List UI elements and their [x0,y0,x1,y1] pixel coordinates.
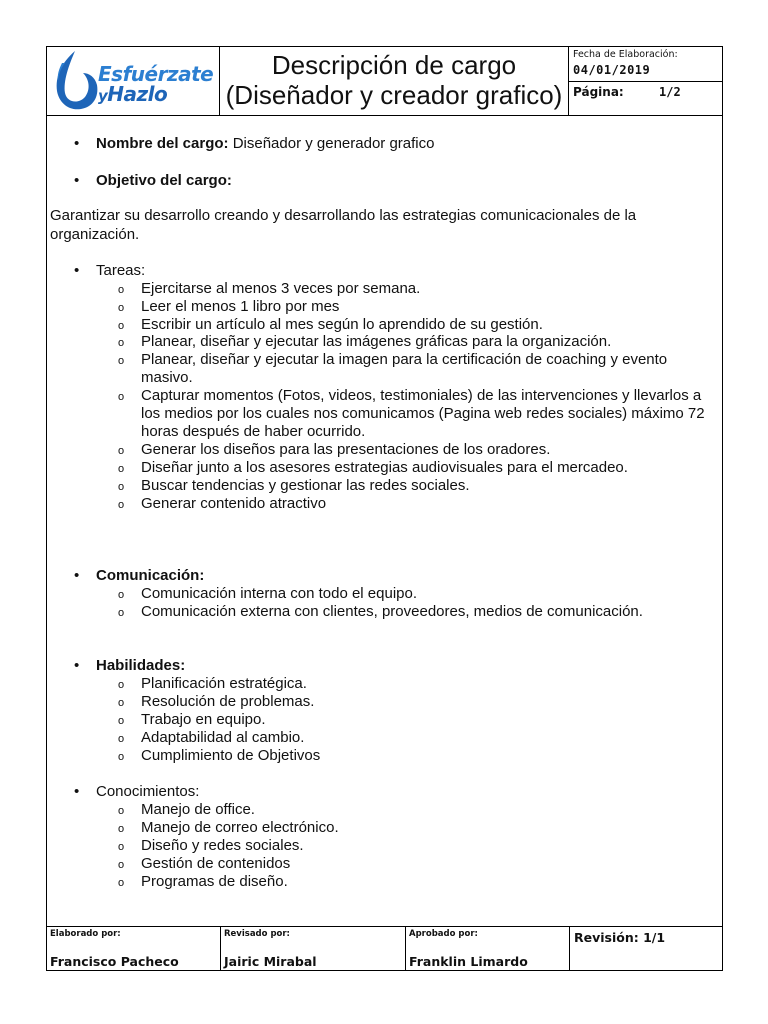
bullet-icon: • [74,172,80,189]
fecha-value: 04/01/2019 [573,63,651,77]
habilidad-item: Planificación estratégica. [141,675,307,692]
conocimiento-item: Manejo de correo electrónico. [141,819,339,836]
comunicacion-item: Comunicación externa con clientes, proveedores, medios de comunicación. [141,603,643,620]
tarea-item-cont: los medios por los cuales nos comunicamos (Pagina web redes sociales) máximo 72 [141,405,705,422]
circle-bullet-icon: o [118,823,125,835]
habilidad-item: Trabajo en equipo. [141,711,266,728]
bullet-icon: • [74,135,80,152]
tarea-item: Escribir un artículo al mes según lo aprendido de su gestión. [141,316,543,333]
page-title: Descripción de cargo [271,50,517,80]
nombre-label: Nombre del cargo: [96,135,229,152]
pagina-cell [568,81,723,116]
circle-bullet-icon: o [118,337,125,349]
title-cell [219,46,569,116]
tarea-item: Buscar tendencias y gestionar las redes sociales. [141,477,470,494]
circle-bullet-icon: o [118,481,125,493]
circle-bullet-icon: o [118,805,125,817]
revisado-name: Jairic Mirabal [224,954,317,969]
aprobado-name: Franklin Limardo [409,954,528,969]
elaborado-name: Francisco Pacheco [50,954,179,969]
pagina-label: Página: [573,85,624,99]
revision-cell [569,926,723,971]
circle-bullet-icon: o [118,445,125,457]
pagina-value: 1/2 [659,85,681,99]
circle-bullet-icon: o [118,859,125,871]
circle-bullet-icon: o [118,715,125,727]
circle-bullet-icon: o [118,355,125,367]
circle-bullet-icon: o [118,302,125,314]
pagina-row [573,85,681,99]
objetivo-text-1: Garantizar su desarrollo creando y desarrollando las estrategias comunicacionales de la [50,207,637,224]
circle-bullet-icon: o [118,841,125,853]
conocimientos-label: Conocimientos: [96,783,200,800]
bullet-icon: • [74,567,80,584]
circle-bullet-icon: o [118,751,125,763]
tarea-item: Planear, diseñar y ejecutar la imagen para la certificación de coaching y evento [141,351,668,368]
circle-bullet-icon: o [118,391,125,403]
objetivo-label: Objetivo del cargo: [96,172,232,189]
conocimiento-item: Diseño y redes sociales. [141,837,304,854]
aprobado-cell [405,926,570,971]
tarea-item: Planear, diseñar y ejecutar las imágenes gráficas para la organización. [141,333,612,350]
circle-bullet-icon: o [118,679,125,691]
revisado-cell [220,926,406,971]
tareas-label: Tareas: [96,262,146,279]
comunicacion-label: Comunicación: [96,567,205,584]
logo-word-y: y [98,87,108,105]
conocimiento-item: Programas de diseño. [141,873,288,890]
bullet-icon: • [74,262,80,279]
circle-bullet-icon: o [118,499,125,511]
tarea-item: Generar contenido atractivo [141,495,327,512]
logo-word-hazlo-text: Hazlo [107,82,168,106]
tarea-item: Capturar momentos (Fotos, videos, testimoniales) de las intervenciones y llevarlos a [141,387,702,404]
bullet-icon: • [74,783,80,800]
page-subtitle: (Diseñador y creador grafico) [225,80,563,110]
tarea-item: Generar los diseños para las presentaciones de los oradores. [141,441,551,458]
logo-word-esfuerzate: Esfuérzate [98,62,214,86]
fecha-label: Fecha de Elaboración: [573,49,678,60]
elaborado-label: Elaborado por: [50,929,121,939]
revision-value: Revisión: 1/1 [574,930,666,945]
comunicacion-item: Comunicación interna con todo el equipo. [141,585,418,602]
circle-bullet-icon: o [118,607,125,619]
nombre-line [96,135,435,153]
conocimiento-item: Gestión de contenidos [141,855,291,872]
nombre-value: Diseñador y generador grafico [232,135,435,152]
elaborado-cell [46,926,221,971]
circle-bullet-icon: o [118,697,125,709]
tarea-item-cont: masivo. [141,369,193,386]
aprobado-label: Aprobado por: [409,929,478,939]
circle-bullet-icon: o [118,733,125,745]
company-logo-icon [53,49,101,113]
tarea-item: Ejercitarse al menos 3 veces por semana. [141,280,421,297]
objetivo-text-2: organización. [50,226,140,243]
revisado-label: Revisado por: [224,929,290,939]
circle-bullet-icon: o [118,589,125,601]
habilidades-label: Habilidades: [96,657,186,674]
tarea-item: Diseñar junto a los asesores estrategias audiovisuales para el mercadeo. [141,459,628,476]
fecha-cell [568,46,723,82]
circle-bullet-icon: o [118,320,125,332]
circle-bullet-icon: o [118,463,125,475]
tarea-item-cont: horas después de haber ocurrido. [141,423,366,440]
logo-cell [46,46,220,116]
circle-bullet-icon: o [118,284,125,296]
circle-bullet-icon: o [118,877,125,889]
logo-word-hazlo [98,82,167,106]
habilidad-item: Adaptabilidad al cambio. [141,729,305,746]
habilidad-item: Cumplimiento de Objetivos [141,747,321,764]
tarea-item: Leer el menos 1 libro por mes [141,298,340,315]
conocimiento-item: Manejo de office. [141,801,255,818]
bullet-icon: • [74,657,80,674]
habilidad-item: Resolución de problemas. [141,693,315,710]
